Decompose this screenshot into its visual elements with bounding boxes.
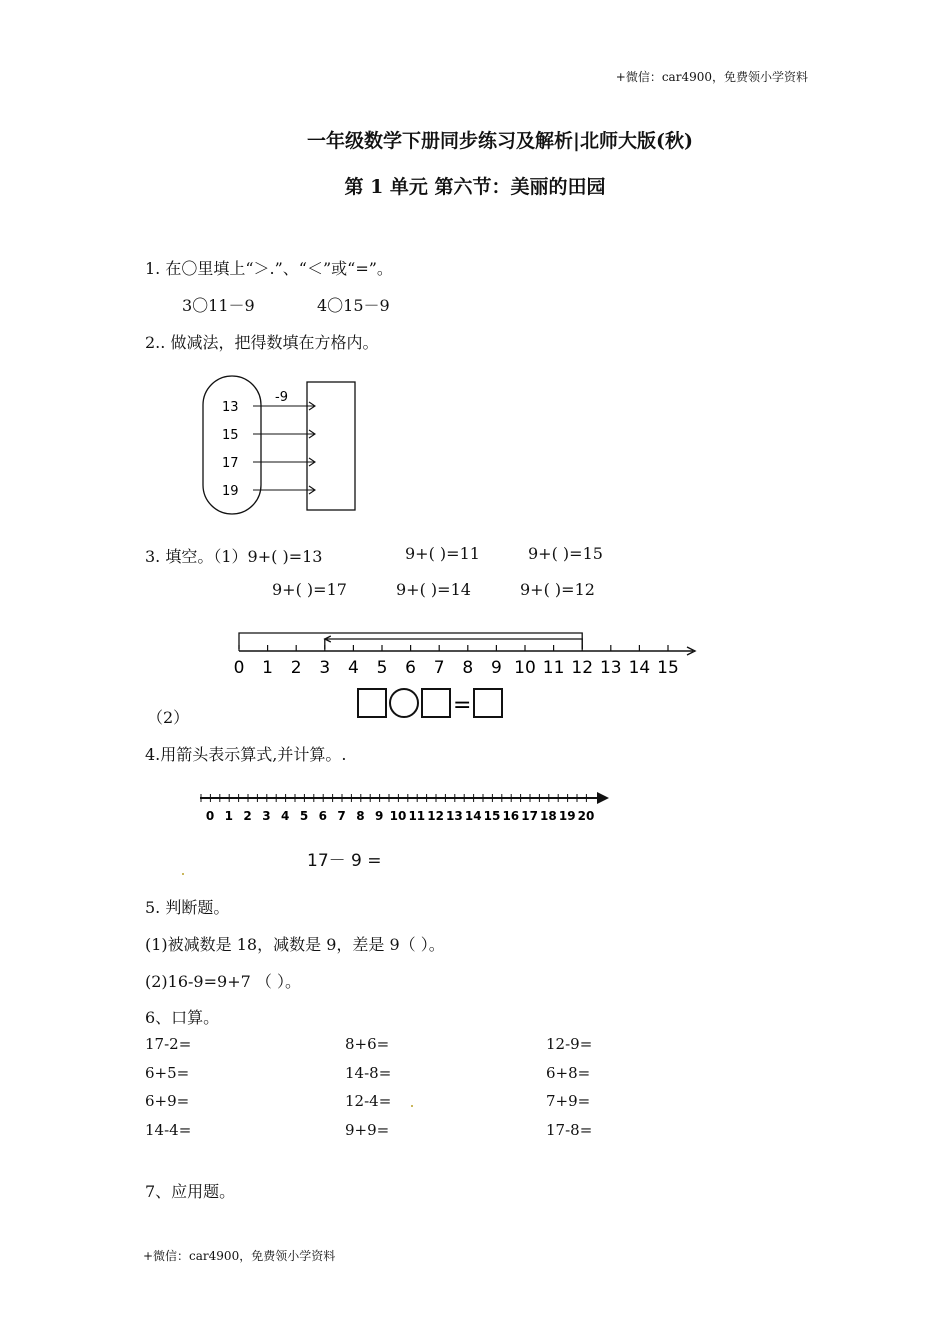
blank-square <box>358 689 386 717</box>
q6-item: 7+9= <box>546 1092 591 1110</box>
tick-label: 0 <box>205 809 215 823</box>
tick-label: 3 <box>262 809 271 823</box>
q6-item: 8+6= <box>345 1035 390 1053</box>
q2-numbers <box>222 400 239 499</box>
q4-expression: 17－ 9 = <box>307 851 382 871</box>
tick-label: 15 <box>483 809 501 823</box>
tick-label: 10 <box>514 658 536 678</box>
tick-label: 17 <box>521 809 538 823</box>
tick-label: 12 <box>427 809 444 823</box>
tick-label: 8 <box>356 809 365 823</box>
header-watermark: +微信：car4900，免费领小学资料 <box>615 70 808 84</box>
q7-prompt: 7、应用题。 <box>145 1182 236 1201</box>
tick-label: 14 <box>464 809 482 823</box>
q2-number: 15 <box>222 428 239 443</box>
q3-blank: 9+( )=12 <box>520 580 595 599</box>
tick-label: 11 <box>542 658 565 678</box>
q6-item: 6+9= <box>145 1092 190 1110</box>
tick-label: 11 <box>408 809 426 823</box>
tick-label: 1 <box>262 658 274 678</box>
page-subtitle: 第 1 单元 第六节：美丽的田园 <box>344 176 606 198</box>
blank-square <box>474 689 502 717</box>
q2-prompt: 2.. 做减法，把得数填在方格内。 <box>145 333 379 352</box>
tick-label: 0 <box>233 658 245 678</box>
q6-item: 17-8= <box>546 1121 593 1139</box>
tick-label: 6 <box>405 658 417 678</box>
footer-watermark: +微信：car4900，免费领小学资料 <box>143 1249 336 1263</box>
tick-label: 7 <box>433 658 445 678</box>
q2-number: 19 <box>222 484 239 499</box>
q3-part2-label: （2） <box>147 708 190 727</box>
q6-item: 9+9= <box>345 1121 390 1139</box>
q2-number: 17 <box>222 456 239 471</box>
blank-circle <box>390 689 418 717</box>
tick-label: 7 <box>337 809 346 823</box>
tick-label: 4 <box>347 658 359 678</box>
q2-number: 13 <box>222 400 239 415</box>
q6-prompt: 6、口算。 <box>145 1008 220 1027</box>
tick-label: 2 <box>243 809 252 823</box>
tick-label: 10 <box>389 809 407 823</box>
q6-item: 6+8= <box>546 1064 591 1082</box>
inner-jump-arrow <box>325 639 582 649</box>
q3-number-line-group <box>234 633 695 678</box>
tick-label: 15 <box>657 658 679 678</box>
q3-blank: 9+( )=17 <box>272 580 347 599</box>
q2-minus-label: -9 <box>275 390 288 405</box>
tick-label: 19 <box>558 809 576 823</box>
q4-number-line <box>195 785 615 830</box>
page-title: 一年级数学下册同步练习及解析|北师大版(秋) <box>307 130 693 152</box>
equals-sign: = <box>453 693 472 718</box>
q1-prompt: 1. 在〇里填上“＞.”、“＜”或“=”。 <box>145 259 393 278</box>
q6-item: 14-8= <box>345 1064 392 1082</box>
q2-subtraction-diagram <box>195 370 365 520</box>
tick-label: 5 <box>299 809 309 823</box>
q6-item: 12-9= <box>546 1035 593 1053</box>
q3-blank: 9+( )=11 <box>405 544 480 563</box>
tick-label: 5 <box>376 658 388 678</box>
q5-item-2: (2)16-9=9+7 （ ）。 <box>145 972 301 991</box>
q1-item-1: 3〇11－9 <box>182 296 255 315</box>
tick-label: 6 <box>318 809 327 823</box>
tick-label: 3 <box>319 658 331 678</box>
tick-label: 12 <box>571 658 594 678</box>
tick-label: 4 <box>281 809 290 823</box>
q2-arrows <box>253 402 315 494</box>
tick-label: 2 <box>290 658 302 678</box>
q3-prompt: 3. 填空。（1）9+( )=13 <box>145 547 323 566</box>
tick-label: 8 <box>462 658 474 678</box>
tick-label: 20 <box>577 809 595 823</box>
q4-number-line-group <box>200 792 609 823</box>
q3-blank: 9+( )=14 <box>396 580 471 599</box>
tick-label: 18 <box>540 809 557 823</box>
tick-label: 9 <box>490 658 502 678</box>
q5-item-1: (1)被减数是 18，减数是 9，差是 9（ ）。 <box>145 935 445 954</box>
tick-label: 9 <box>375 809 384 823</box>
q3-equation-frame <box>355 686 510 722</box>
q1-item-2: 4〇15－9 <box>317 296 390 315</box>
axis-arrowhead <box>597 792 609 804</box>
q3-blank: 9+( )=15 <box>528 544 603 563</box>
q6-item: 6+5= <box>145 1064 190 1082</box>
q4-prompt: 4.用箭头表示算式,并计算。. <box>145 745 347 764</box>
q6-item: 14-4= <box>145 1121 192 1139</box>
q6-item: 12-4= <box>345 1092 392 1110</box>
tick-label: 13 <box>599 658 622 678</box>
blank-square <box>422 689 450 717</box>
tick-label: 13 <box>446 809 463 823</box>
q6-item: 17-2= <box>145 1035 192 1053</box>
q3-number-line <box>225 625 705 685</box>
tick-label: 14 <box>628 658 651 678</box>
tick-label: 16 <box>502 809 520 823</box>
tick-label: 1 <box>224 809 233 823</box>
q5-prompt: 5. 判断题。 <box>145 898 230 917</box>
